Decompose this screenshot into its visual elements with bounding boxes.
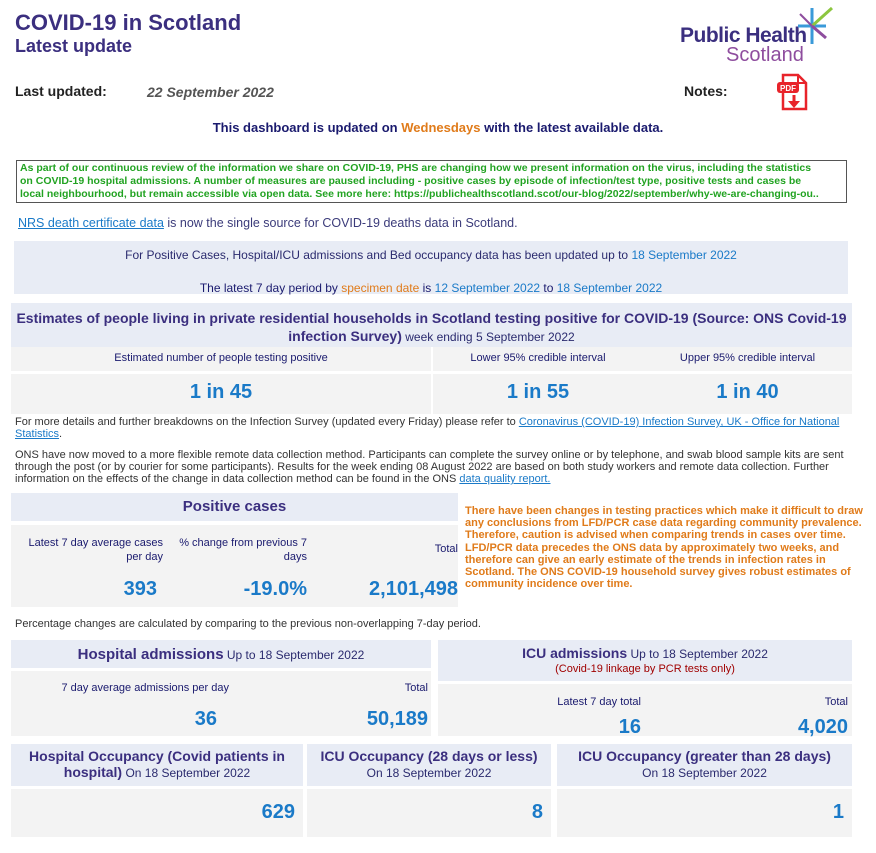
percentage-note: Percentage changes are calculated by comparing to the previous non-overlapping 7-day period. xyxy=(15,618,481,630)
update-schedule: This dashboard is updated on Wednesdays with the latest available data. xyxy=(212,120,664,135)
icu-total-label: Total xyxy=(824,696,848,708)
pdf-download-icon[interactable] xyxy=(776,72,810,112)
avg-cases-value: 393 xyxy=(123,578,157,600)
last-updated-label: Last updated: xyxy=(15,83,107,99)
notice-line: on COVID-19 hospital admissions. A number of measures are paused including - positive cases by episode of infection/test type, positive tests and cases be xyxy=(20,175,802,187)
icu-linkage-note: (Covid-19 linkage by PCR tests only) xyxy=(555,663,735,675)
ons-col-upper-label: Upper 95% credible interval xyxy=(679,352,816,364)
hospital-occupancy-value: 629 xyxy=(261,801,295,823)
positive-cases-body xyxy=(11,525,458,607)
hospital-occupancy-body xyxy=(11,789,303,837)
pct-change-label: % change from previous 7 days xyxy=(179,537,307,563)
icu-occupancy-short-body xyxy=(307,789,551,837)
policy-notice xyxy=(16,160,847,203)
notes-label: Notes: xyxy=(684,83,728,99)
icu-total-value: 4,020 xyxy=(797,716,848,738)
phs-logo xyxy=(678,6,838,66)
icu-week-value: 16 xyxy=(618,716,641,738)
total-cases-label: Total xyxy=(434,543,458,555)
last-updated-value: 22 September 2022 xyxy=(147,84,274,100)
icu-occupancy-long-body xyxy=(557,789,852,837)
hospital-admissions-header: Hospital admissions Up to 18 September 2022 xyxy=(11,640,431,668)
data-update-line-1: For Positive Cases, Hospital/ICU admissions and Bed occupancy data has been updated up to 18 September 2022 xyxy=(125,248,737,262)
hospital-admissions-body xyxy=(11,671,431,736)
ons-survey-link[interactable]: Coronavirus (COVID-19) Infection Survey, UK - Office for National Statistics xyxy=(15,416,840,440)
ons-estimate-value: 1 in 45 xyxy=(189,381,253,403)
icu-week-label: Latest 7 day total xyxy=(557,696,641,708)
ons-col-estimate-label: Estimated number of people testing positive xyxy=(114,352,328,364)
notice-line[interactable]: local neighbourhood, but remain accessible via open data. See more here: https://publichealthscotland.scot/our-blog/2022/september/why-we-are-changing-ou.. xyxy=(20,188,819,200)
notice-line: As part of our continuous review of the information we share on COVID-19, PHS are changing how we present information on the virus, including the statistics xyxy=(20,162,812,174)
positive-cases-header: Positive cases xyxy=(11,493,458,521)
svg-text:PDF: PDF xyxy=(780,84,796,93)
logo-line-2: Scotland xyxy=(726,44,804,66)
icu-occupancy-short-value: 8 xyxy=(531,801,543,823)
phs-star-logo-icon xyxy=(796,6,836,46)
hospital-occupancy-header: Hospital Occupancy (Covid patients in hospital) On 18 September 2022 xyxy=(11,744,303,786)
ons-lower-value: 1 in 55 xyxy=(506,381,570,403)
pct-change-value: -19.0% xyxy=(243,578,307,600)
page-title: COVID-19 in Scotland xyxy=(15,10,242,35)
ons-title: Estimates of people living in private residential households in Scotland testing positive for COVID-19 (Source: ONS Covid-19 infection Survey) xyxy=(16,310,847,344)
ons-panel-header: Estimates of people living in private residential households in Scotland testing positive for COVID-19 (Source: ONS Covid-19 infection Survey) week ending 5 September 2022 xyxy=(11,303,852,347)
nrs-link[interactable]: NRS death certificate data xyxy=(18,216,164,230)
ons-upper-value: 1 in 40 xyxy=(716,381,779,403)
admissions-avg-value: 36 xyxy=(194,708,217,730)
nrs-note: NRS death certificate data is now the single source for COVID-19 deaths data in Scotland. xyxy=(18,216,518,230)
ons-method-note: ONS have now moved to a more flexible remote data collection method. Participants can complete the survey online or by telephone, and swab blood sample kits are sent through the post (or by courier for some participants). Results for the week ending 08 August 2022 are based on both study workers and remote data collection. Further information on the effects of the change in data collection method can be found in the ONS data quality report. xyxy=(15,449,844,485)
ons-week-date: 5 September 2022 xyxy=(475,330,575,344)
logo-line-1: Public Health xyxy=(680,24,807,47)
icu-occupancy-short-header: ICU Occupancy (28 days or less) On 18 September 2022 xyxy=(307,744,551,786)
ons-values xyxy=(11,374,852,414)
update-day: Wednesdays xyxy=(401,120,481,135)
admissions-avg-label: 7 day average admissions per day xyxy=(61,682,229,694)
testing-caution-note: There have been changes in testing practices which make it difficult to draw any conclusions from LFD/PCR case data regarding community prevalence. Therefore, caution is advised when comparing trends in cases over time. LFD/PCR data precedes the ONS data by approximately two weeks, and therefore can give an early estimate of the trends in infection rates in Scotland. The ONS COVID-19 household survey gives robust estimates of community incidence over time. xyxy=(465,505,863,591)
data-update-line-2: The latest 7 day period by specimen date is 12 September 2022 to 18 September 2022 xyxy=(199,281,663,295)
total-cases-value: 2,101,498 xyxy=(369,578,458,600)
admissions-total-label: Total xyxy=(404,682,428,694)
ons-more-details: For more details and further breakdowns on the Infection Survey (updated every Friday) please refer to Coronavirus (COVID-19) Infection Survey, UK - Office for National Statistics. xyxy=(15,416,840,440)
icu-admissions-body xyxy=(438,684,852,736)
icu-occupancy-long-header: ICU Occupancy (greater than 28 days) On 18 September 2022 xyxy=(557,744,852,786)
page-subtitle: Latest update xyxy=(15,36,133,56)
data-update-panel xyxy=(14,241,848,294)
data-quality-link[interactable]: data quality report. xyxy=(459,473,551,485)
ons-column-headers xyxy=(11,347,852,371)
ons-col-lower-label: Lower 95% credible interval xyxy=(470,352,606,364)
avg-cases-label: Latest 7 day average cases per day xyxy=(28,537,163,563)
admissions-total-value: 50,189 xyxy=(366,708,428,730)
icu-occupancy-long-value: 1 xyxy=(832,801,844,823)
icu-admissions-header: ICU admissions Up to 18 September 2022 (Covid-19 linkage by PCR tests only) xyxy=(438,640,852,681)
